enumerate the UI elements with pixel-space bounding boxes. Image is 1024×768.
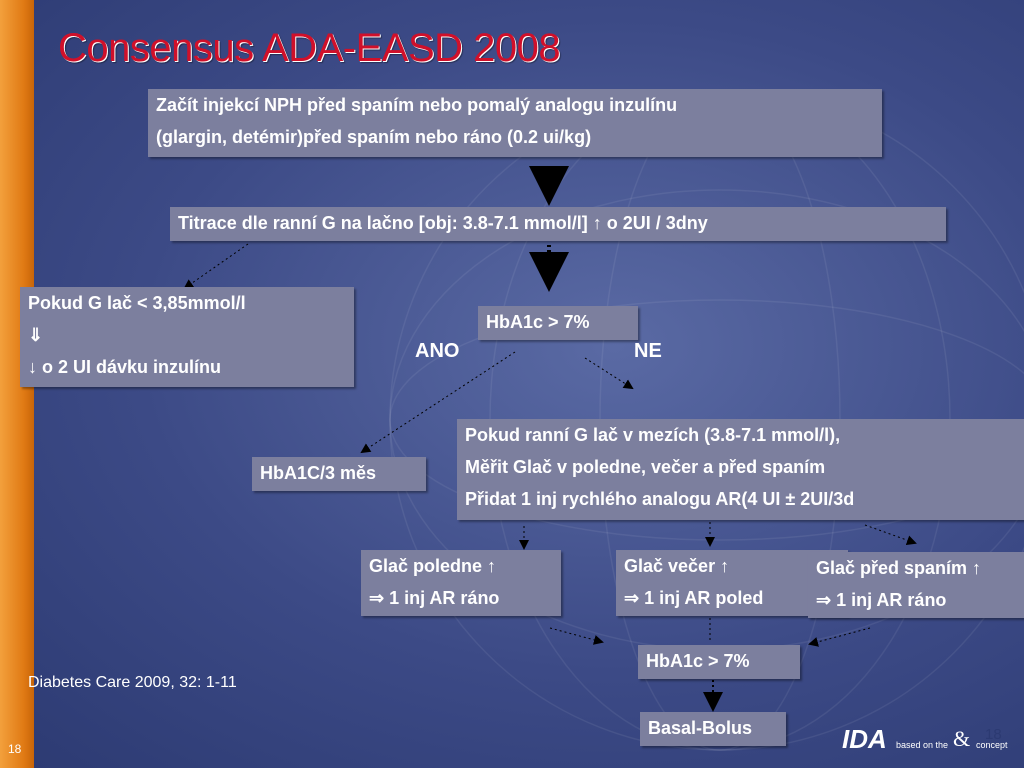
hypo-line-2: ⇓ bbox=[28, 325, 44, 345]
bedtime-line-1: Glač před spaním ↑ bbox=[816, 558, 982, 578]
start-insulin-line-2: (glargin, detémir)před spaním nebo ráno (0.2 ui/kg) bbox=[156, 127, 592, 147]
slide-title: Consensus ADA-EASD 2008 bbox=[58, 26, 561, 70]
page-number-overlay: 18 bbox=[985, 726, 1002, 743]
basal-bolus-box bbox=[640, 712, 786, 746]
arrow-noon-to-hba1c bbox=[550, 628, 602, 642]
hypo-line-3: ↓ o 2 UI dávku inzulínu bbox=[28, 357, 222, 377]
arrow-titration-to-hypo bbox=[185, 244, 248, 288]
logo-brand: IDA bbox=[842, 724, 887, 754]
page-number: 18 bbox=[8, 742, 22, 756]
hba1c-final-text: HbA1c > 7% bbox=[646, 651, 750, 671]
measure-glucose-box bbox=[457, 419, 1024, 520]
noon-line-1: Glač poledne ↑ bbox=[369, 556, 497, 576]
titration-box bbox=[170, 207, 946, 241]
hba1c-check-box bbox=[478, 306, 638, 340]
basal-bolus-text: Basal-Bolus bbox=[648, 718, 753, 738]
start-insulin-box bbox=[148, 89, 882, 157]
hba1c-3-months-box bbox=[252, 457, 426, 491]
arrow-to-bedtime bbox=[865, 525, 915, 543]
start-insulin-line-1: Začít injekcí NPH před spaním nebo pomalý analogu inzulínu bbox=[156, 95, 678, 115]
noon-glucose-box bbox=[361, 550, 561, 616]
measure-line-1: Pokud ranní G lač v mezích (3.8-7.1 mmol/l), bbox=[465, 425, 841, 445]
hba1c-final-box bbox=[638, 645, 800, 679]
citation: Diabetes Care 2009, 32: 1-11 bbox=[28, 674, 237, 691]
measure-line-3: Přidat 1 inj rychlého analogu AR(4 UI ± 2UI/3d bbox=[465, 489, 855, 509]
yes-label: ANO bbox=[415, 340, 460, 362]
bedtime-glucose-box bbox=[808, 552, 1024, 618]
hypo-line-1: Pokud G lač < 3,85mmol/l bbox=[28, 293, 246, 313]
logo-concept: concept bbox=[976, 740, 1008, 750]
measure-line-2: Měřit Glač v poledne, večer a před spaním bbox=[465, 457, 826, 477]
arrow-bedtime-to-hba1c bbox=[810, 628, 870, 644]
logo-based-on: based on the bbox=[896, 740, 949, 750]
hypoglycemia-box bbox=[20, 287, 354, 387]
noon-line-2: ⇒ 1 inj AR ráno bbox=[369, 588, 500, 608]
logo-ampersand: & bbox=[953, 726, 971, 751]
titration-text: Titrace dle ranní G na lačno [obj: 3.8-7.1 mmol/l] ↑ o 2UI / 3dny bbox=[178, 213, 708, 233]
arrow-ne bbox=[585, 358, 632, 388]
bedtime-line-2: ⇒ 1 inj AR ráno bbox=[816, 590, 947, 610]
hba1c-check-text: HbA1c > 7% bbox=[486, 312, 590, 332]
no-label: NE bbox=[634, 340, 662, 362]
evening-line-1: Glač večer ↑ bbox=[624, 556, 730, 576]
hba1c-3-months-text: HbA1C/3 měs bbox=[260, 463, 377, 483]
evening-line-2: ⇒ 1 inj AR poled bbox=[624, 588, 764, 608]
